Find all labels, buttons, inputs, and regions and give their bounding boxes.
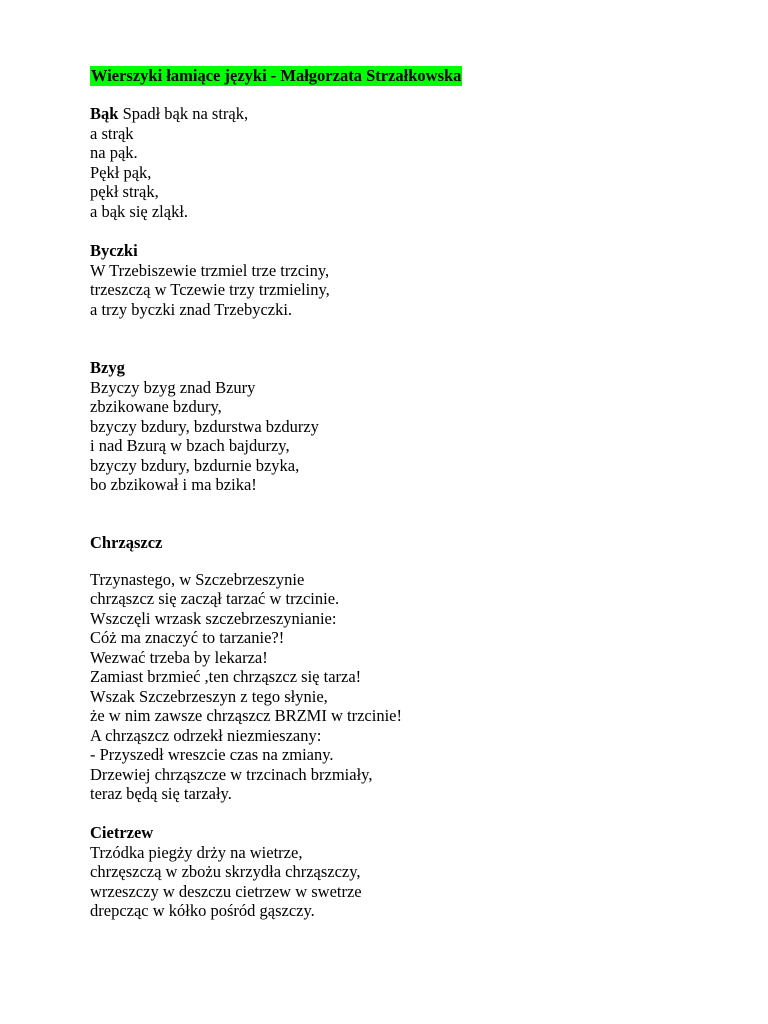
poem-line: Spadł bąk na strąk, — [122, 104, 249, 123]
poem-line: Zamiast brzmieć ,ten chrząszcz się tarza! — [90, 667, 362, 686]
poem-line: bo zbzikował i ma bzika! — [90, 475, 257, 494]
poem-title: Bzyg — [90, 358, 125, 377]
blank-line — [90, 553, 730, 570]
poem-line: - Przyszedł wreszcie czas na zmiany. — [90, 745, 334, 764]
poem-line: zbzikowane bzdury, — [90, 397, 222, 416]
poem-byczki — [90, 241, 730, 319]
poem-line: W Trzebiszewie trzmiel trze trzciny, — [90, 260, 330, 280]
poem-line: teraz będą się tarzały. — [90, 784, 232, 803]
poem-line: A chrząszcz odrzekł niezmieszany: — [90, 725, 322, 745]
poem-line: bzyczy bzdury, bzdurnie bzyka, — [90, 455, 300, 475]
poem-line: trzeszczą w Tczewie trzy trzmieliny, — [90, 280, 330, 299]
poem-line: że w nim zawsze chrząszcz BRZMI w trzcinie! — [90, 706, 402, 725]
poem-line: pękł strąk, — [90, 182, 159, 201]
document-title-text: Wierszyki łamiące języki - Małgorzata Strzałkowska — [91, 66, 462, 85]
poem-chrzaszcz — [90, 533, 730, 804]
poem-title: Chrząszcz — [90, 533, 163, 552]
poem-bak — [90, 104, 730, 221]
poem-line: bzyczy bzdury, bzdurstwa bzdurzy — [90, 416, 319, 436]
poem-line: Wezwać trzeba by lekarza! — [90, 647, 268, 667]
poem-line: Wszak Szczebrzeszyn z tego słynie, — [90, 686, 328, 706]
poem-line: Wszczęli wrzask szczebrzeszynianie: — [90, 608, 337, 628]
poem-line: Drzewiej chrząszcze w trzcinach brzmiały, — [90, 764, 373, 784]
poem-line: Pękł pąk, — [90, 162, 152, 182]
poem-line: wrzeszczy w deszczu cietrzew w swetrze — [90, 881, 362, 901]
poem-line: Trzódka piegży drży na wietrze, — [90, 842, 303, 862]
poem-line: i nad Bzurą w bzach bajdurzy, — [90, 436, 290, 455]
poem-line: na pąk. — [90, 143, 138, 162]
poem-title: Byczki — [90, 241, 138, 260]
poem-line: drepcząc w kółko pośród gąszczy. — [90, 901, 315, 920]
poem-line: a bąk się zląkł. — [90, 201, 189, 221]
poem-line: chrząszcz się zaczął tarzać w trzcinie. — [90, 589, 340, 608]
poem-bzyg — [90, 358, 730, 495]
document-title — [90, 66, 462, 86]
poem-title: Bąk — [90, 104, 119, 123]
poem-line: Bzyczy bzyg znad Bzury — [90, 377, 256, 397]
poem-line: chrzęszczą w zbożu skrzydła chrząszczy, — [90, 862, 361, 881]
poem-line: Cóż ma znaczyć to tarzanie?! — [90, 628, 285, 647]
poem-cietrzew — [90, 823, 730, 921]
poem-first-line — [90, 104, 730, 124]
poem-title: Cietrzew — [90, 823, 154, 842]
poem-line: Trzynastego, w Szczebrzeszynie — [90, 569, 305, 589]
poem-line: a trzy byczki znad Trzebyczki. — [90, 299, 293, 319]
poem-line: a strąk — [90, 123, 134, 143]
